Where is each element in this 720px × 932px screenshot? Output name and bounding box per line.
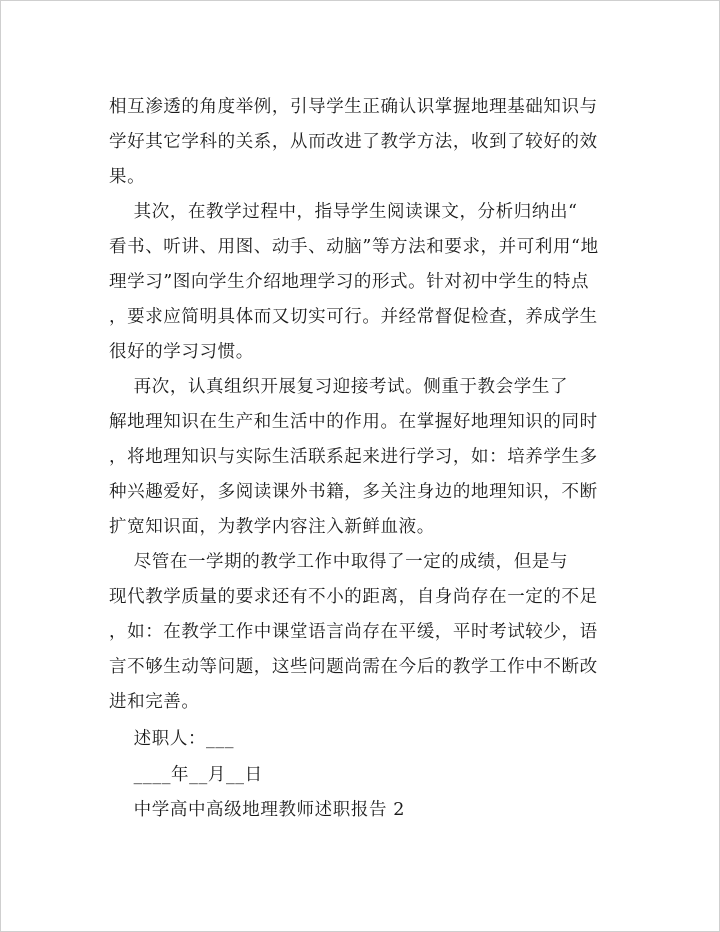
text-line: 进和完善。 [109,692,200,712]
text-line: 解地理知识在生产和生活中的作用。在掌握好地理知识的同时 [109,412,598,432]
text-line: 扩宽知识面，为教学内容注入新鲜血液。 [109,517,435,537]
text-line: 现代教学质量的要求还有不小的距离，自身尚存在一定的不足 [109,587,598,607]
text-line: 言不够生动等问题，这些问题尚需在今后的教学工作中不断改 [109,657,598,677]
text-line: 很好的学习习惯。 [109,342,254,362]
text-line: 其次，在教学过程中，指导学生阅读课文，分析归纳出“ [109,202,578,222]
text-line: 学好其它学科的关系，从而改进了教学方法，收到了较好的效 [109,132,598,152]
text-line: 果。 [109,167,146,187]
text-line: ，要求应简明具体而又切实可行。并经常督促检查，养成学生 [109,307,598,327]
text-line: ，如：在教学工作中课堂语言尚存在平缓，平时考试较少，语 [109,622,598,642]
date-line: ____年__月__日 [109,765,263,785]
text-line: 尽管在一学期的教学工作中取得了一定的成绩，但是与 [109,552,569,572]
text-line: 看书、听讲、用图、动手、动脑”等方法和要求，并可利用“地 [109,237,599,257]
signature-line: 述职人：___ [109,729,235,749]
text-line: 再次，认真组织开展复习迎接考试。侧重于教会学生了 [109,377,569,397]
text-line: 理学习”图向学生介绍地理学习的形式。针对初中学生的特点 [109,272,590,292]
text-line: ，将地理知识与实际生活联系起来进行学习，如：培养学生多 [109,447,598,467]
text-line: 相互渗透的角度举例，引导学生正确认识掌握地理基础知识与 [109,97,598,117]
text-line: 种兴趣爱好，多阅读课外书籍，多关注身边的地理知识，不断 [109,482,598,502]
section-title: 中学高中高级地理教师述职报告 2 [109,800,405,820]
